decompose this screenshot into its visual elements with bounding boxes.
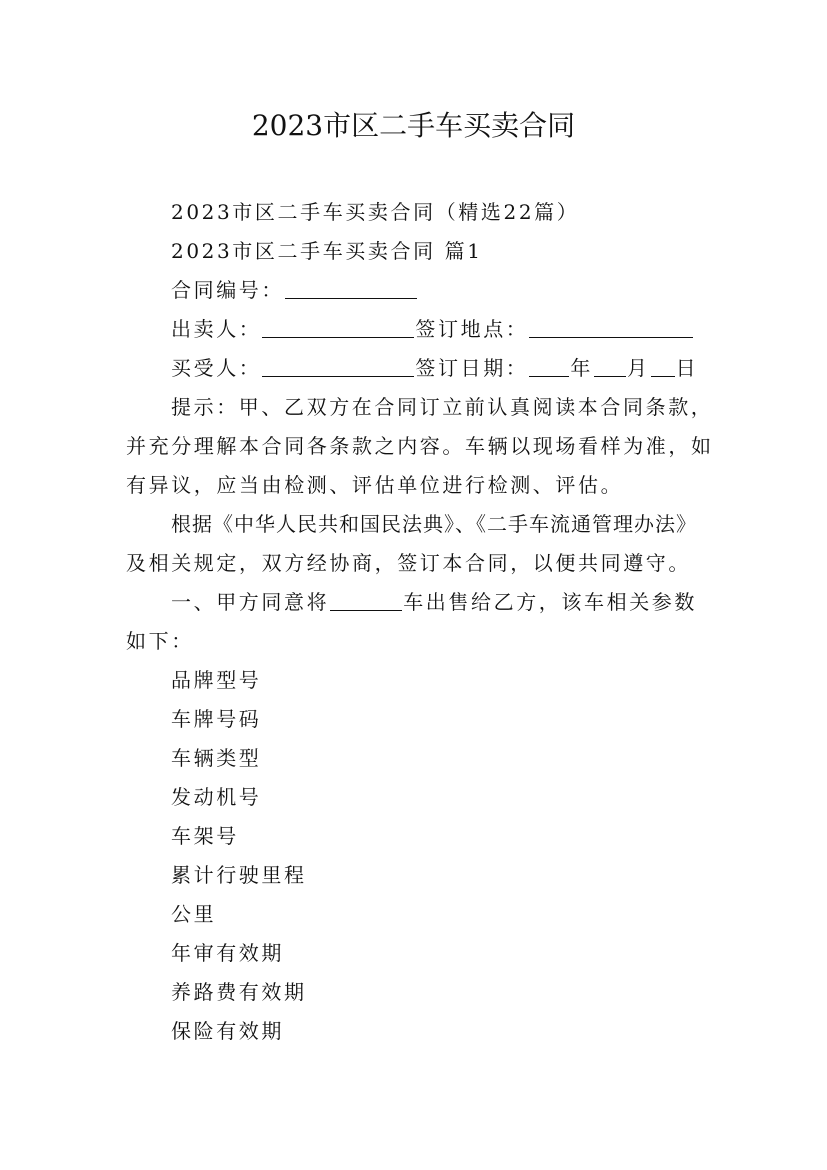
param-item: 车架号: [171, 824, 239, 848]
param-item: 养路费有效期: [171, 980, 307, 1004]
sign-place-label: 签订地点：: [415, 317, 529, 341]
clause-1-part-1: 一、甲方同意将: [171, 590, 330, 614]
clause-1-part-2: 车出售给乙方，该车相关参数: [403, 590, 698, 614]
buyer-blank: [262, 358, 414, 377]
tip-line-3: 有异议，应当由检测、评估单位进行检测、评估。: [126, 473, 624, 497]
basis-line-2: 及相关规定，双方经协商，签订本合同，以便共同遵守。: [126, 551, 691, 575]
year-label: 年: [570, 356, 594, 380]
clause-1-line-2: 如下：: [126, 629, 194, 653]
param-item: 公里: [171, 902, 217, 926]
contract-number-row: [126, 277, 756, 303]
contract-number-label: 合同编号：: [171, 278, 284, 302]
contract-number-blank: [285, 280, 417, 299]
param-item: 年审有效期: [171, 941, 284, 965]
basis-line-1: 根据《中华人民共和国民法典》、《二手车流通管理办法》: [171, 512, 697, 536]
clause-1-line-1: [126, 589, 756, 615]
param-item: 车牌号码: [171, 707, 262, 731]
tip-line-2: 并充分理解本合同各条款之内容。车辆以现场看样为准，如: [126, 434, 714, 458]
seller-row: [126, 316, 756, 342]
seller-label: 出卖人：: [171, 317, 262, 341]
section-heading: 2023市区二手车买卖合同 篇1: [171, 239, 483, 263]
param-item: 品牌型号: [171, 668, 262, 692]
param-item: 发动机号: [171, 785, 262, 809]
param-item: 累计行驶里程: [171, 863, 307, 887]
buyer-label: 买受人：: [171, 356, 262, 380]
car-blank: [330, 592, 402, 611]
day-blank: [651, 358, 675, 377]
buyer-row: [126, 355, 756, 381]
param-item: 保险有效期: [171, 1019, 284, 1043]
month-blank: [594, 358, 626, 377]
param-item: 车辆类型: [171, 746, 262, 770]
sign-place-blank: [529, 319, 693, 338]
month-label: 月: [627, 356, 650, 380]
document-subtitle: 2023市区二手车买卖合同（精选22篇）: [171, 200, 580, 224]
seller-blank: [262, 319, 414, 338]
document-title: 2023市区二手车买卖合同: [251, 109, 576, 142]
tip-line-1: 提示：甲、乙双方在合同订立前认真阅读本合同条款，: [171, 395, 714, 419]
year-blank: [529, 358, 569, 377]
day-label: 日: [675, 356, 699, 380]
sign-date-label: 签订日期：: [415, 356, 529, 380]
